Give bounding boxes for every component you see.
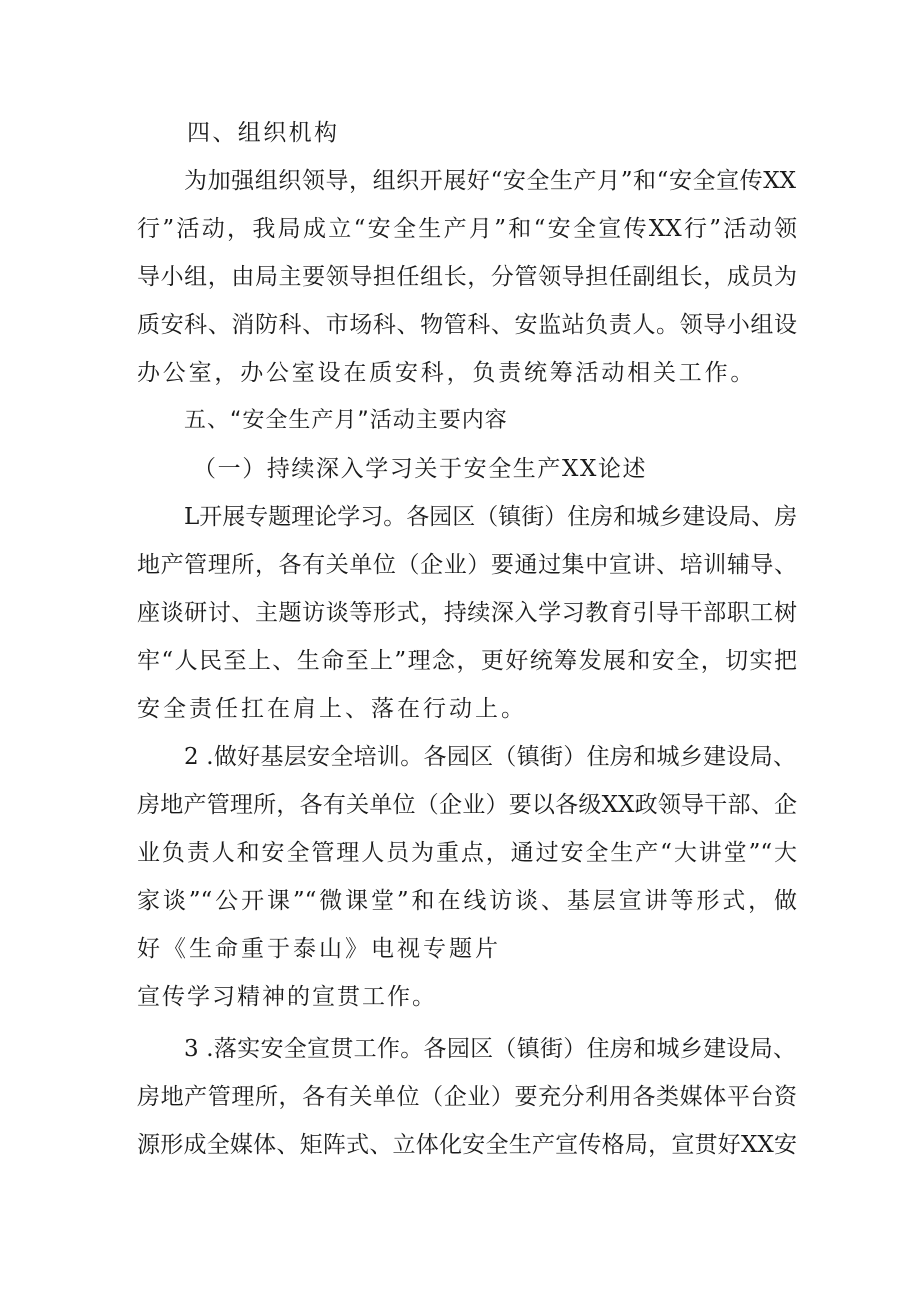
paragraph-line: 好《生命重于泰山》电视专题片	[137, 936, 501, 962]
paragraph-line: 牢“人民至上、生命至上”理念，更好统筹发展和安全，切实把	[137, 648, 797, 674]
paragraph-line: 地产管理所，各有关单位（企业）要通过集中宣讲、培训辅导、	[137, 552, 797, 578]
section-heading-organization: 四、组织机构	[187, 120, 340, 146]
paragraph-line: 房地产管理所，各有关单位（企业）要充分利用各类媒体平台资	[137, 1084, 797, 1110]
paragraph-line: 导小组，由局主要领导担任组长，分管领导担任副组长，成员为	[137, 264, 797, 290]
section-heading-main-content: 五、“安全生产月”活动主要内容	[184, 408, 508, 433]
paragraph-line: 质安科、消防科、市场科、物管科、安监站负责人。领导小组设	[137, 312, 797, 338]
paragraph-line: 业负责人和安全管理人员为重点，通过安全生产“大讲堂”“大	[137, 840, 797, 866]
paragraph-line: 3 .落实安全宣贯工作。各园区（镇街）住房和城乡建设局、	[184, 1036, 796, 1062]
paragraph-line: 源形成全媒体、矩阵式、立体化安全生产宣传格局，宣贯好XX安	[137, 1132, 797, 1158]
paragraph-line: 2 .做好基层安全培训。各园区（镇街）住房和城乡建设局、	[184, 744, 796, 770]
paragraph-line: 行”活动，我局成立“安全生产月”和“安全宣传XX行”活动领	[137, 216, 797, 242]
paragraph-line: 家谈”“公开课”“微课堂”和在线访谈、基层宣讲等形式，做	[137, 888, 797, 914]
paragraph-line: 办公室，办公室设在质安科，负责统筹活动相关工作。	[137, 360, 757, 386]
paragraph-line: 为加强组织领导，组织开展好“安全生产月”和“安全宣传XX	[184, 168, 796, 194]
paragraph-line: 宣传学习精神的宣贯工作。	[137, 984, 437, 1010]
paragraph-line: L开展专题理论学习。各园区（镇街）住房和城乡建设局、房	[184, 504, 798, 530]
paragraph-line: 房地产管理所，各有关单位（企业）要以各级XX政领导干部、企	[137, 792, 797, 818]
paragraph-line: 安全责任扛在肩上、落在行动上。	[137, 696, 527, 722]
paragraph-line: 座谈研讨、主题访谈等形式，持续深入学习教育引导干部职工树	[137, 600, 797, 626]
subsection-heading: （一）持续深入学习关于安全生产XX论述	[193, 456, 648, 482]
